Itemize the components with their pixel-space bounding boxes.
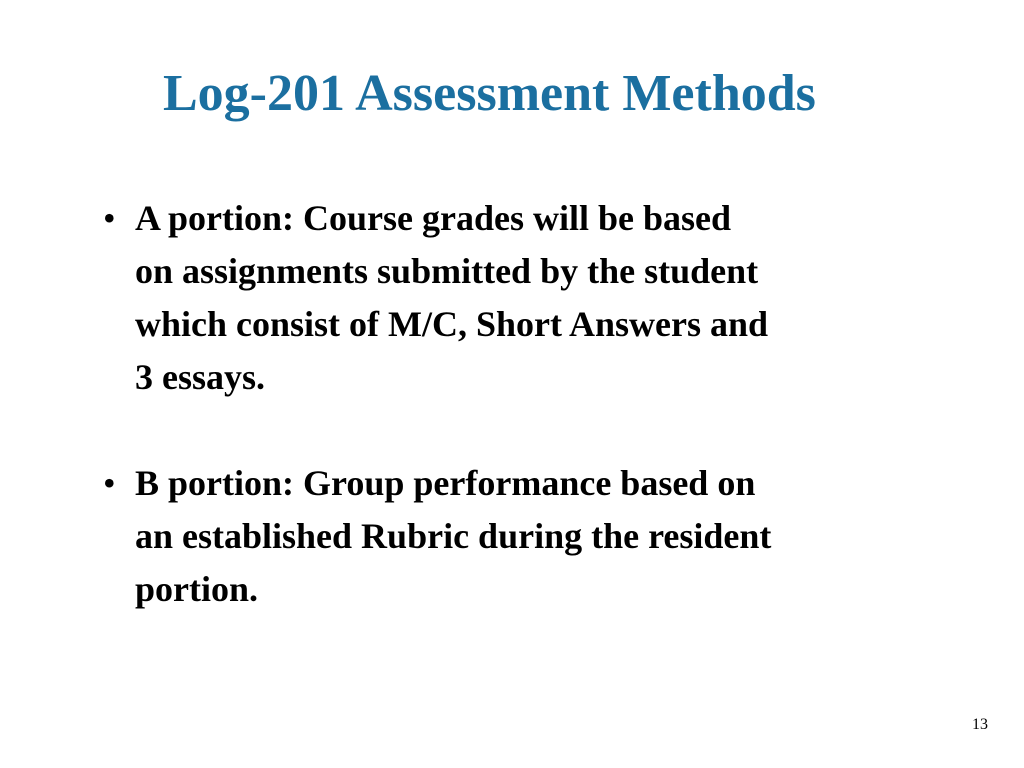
bullet-list [95,192,955,616]
bullet-dot-icon: • [103,198,116,238]
bullet-line: B portion: Group performance based on [135,463,756,503]
bullet-line: on assignments submitted by the student [135,251,759,291]
slide-title: Log-201 Assessment Methods [163,65,816,122]
bullet-item-a-portion [95,192,955,404]
bullet-line: an established Rubric during the resident [135,516,772,556]
page-number: 13 [972,716,988,733]
bullet-line: A portion: Course grades will be based [135,198,732,238]
bullet-line: 3 essays. [135,357,266,397]
bullet-line: which consist of M/C, Short Answers and [135,304,769,344]
bullet-line: portion. [135,569,259,609]
bullet-dot-icon: • [103,463,116,503]
bullet-item-b-portion [95,457,955,616]
